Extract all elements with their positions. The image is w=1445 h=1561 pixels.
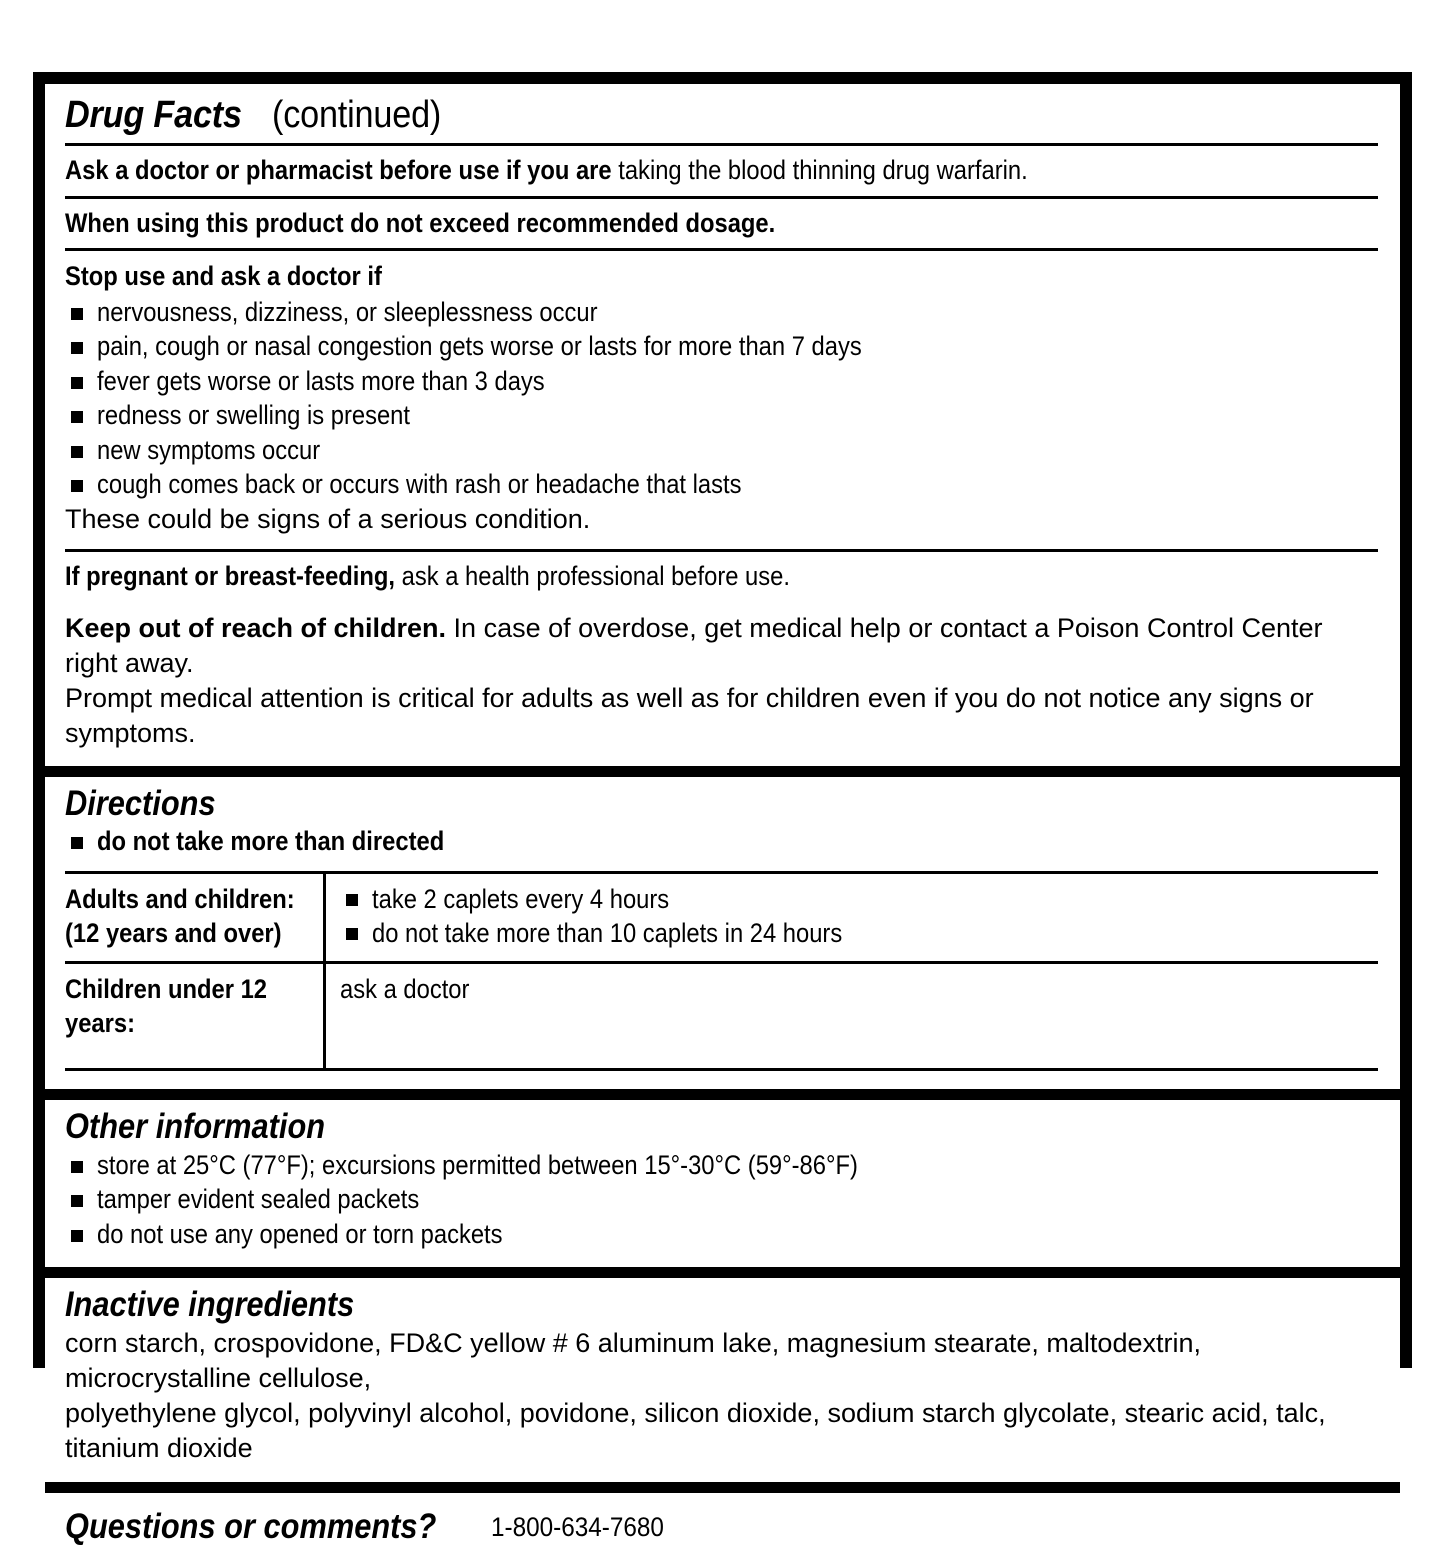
- questions-heading: Questions or comments?: [65, 1507, 437, 1547]
- list-item: tamper evident sealed packets: [65, 1182, 1382, 1217]
- inactive-ingredients-line2: polyethylene glycol, polyvinyl alcohol, povidone, silicon dioxide, sodium starch glycolate, stearic acid, talc, titanium dioxide: [65, 1398, 1326, 1464]
- list-item: take 2 caplets every 4 hours: [340, 882, 1378, 916]
- section-separator: [45, 1482, 1400, 1493]
- page-title-main: Drug Facts: [65, 94, 242, 136]
- list-item: do not take more than directed: [65, 824, 1382, 859]
- other-information-list: [65, 1148, 1382, 1252]
- list-item: store at 25°C (77°F); excursions permitted between 15°-30°C (59°-86°F): [65, 1148, 1382, 1183]
- table-row: [65, 872, 1378, 962]
- drug-facts-label: [33, 72, 1412, 1547]
- list-item: fever gets worse or lasts more than 3 days: [65, 364, 1382, 399]
- inactive-ingredients-body: [45, 1326, 1400, 1482]
- keep-out-rest: In case of overdose, get medical help or contact a Poison Control Center right away.: [65, 613, 1323, 679]
- stop-use-heading: Stop use and ask a doctor if: [65, 261, 382, 292]
- section-separator: [45, 766, 1400, 777]
- questions-panel: [45, 1493, 1400, 1561]
- pregnant-statement: [45, 552, 1400, 602]
- other-information-body: [45, 1148, 1400, 1268]
- dosage-instruction-list: [340, 882, 1378, 950]
- keep-out-line1: [65, 611, 1382, 681]
- list-item: do not take more than 10 caplets in 24 hours: [340, 916, 1378, 950]
- list-item: redness or swelling is present: [65, 398, 1382, 433]
- ask-doctor-pharmacist-rest: taking the blood thinning drug warfarin.: [611, 155, 1028, 185]
- list-item: nervousness, dizziness, or sleeplessness occur: [65, 295, 1382, 330]
- warnings-panel: [45, 84, 1400, 766]
- pregnant-rest: ask a health professional before use.: [395, 560, 790, 591]
- keep-out-line2: Prompt medical attention is critical for adults as well as for children even if you do not notice any signs or symptoms.: [65, 683, 1314, 749]
- list-item: pain, cough or nasal congestion gets worse or lasts for more than 7 days: [65, 329, 1382, 364]
- ask-doctor-pharmacist-bold: Ask a doctor or pharmacist before use if you are: [65, 155, 612, 185]
- inactive-ingredients-line1: corn starch, crospovidone, FD&C yellow # 6 aluminum lake, magnesium stearate, maltodextrin, microcrystalline cellulose,: [65, 1328, 1201, 1394]
- stop-use-tail: These could be signs of a serious condition.: [65, 504, 591, 535]
- questions-phone[interactable]: 1-800-634-7680: [491, 1512, 664, 1543]
- directions-heading: Directions: [65, 783, 216, 823]
- questions-line: [45, 1493, 1400, 1561]
- page-title-suffix: (continued): [271, 94, 441, 136]
- dosage-age-group: Adults and children: (12 years and over): [65, 872, 325, 962]
- dosage-table: [65, 871, 1378, 1071]
- keep-out-bold: Keep out of reach of children.: [65, 613, 447, 644]
- dosage-age-group: Children under 12 years:: [65, 962, 325, 1069]
- when-using-text: When using this product do not exceed recommended dosage.: [65, 207, 776, 238]
- table-row: [65, 962, 1378, 1069]
- directions-note-list: [65, 824, 1382, 859]
- directions-panel: [45, 777, 1400, 1089]
- directions-note: [45, 824, 1400, 861]
- inactive-ingredients-panel: [45, 1278, 1400, 1482]
- section-separator: [45, 1267, 1400, 1278]
- list-item: new symptoms occur: [65, 433, 1382, 468]
- list-item: do not use any opened or torn packets: [65, 1217, 1382, 1252]
- pregnant-bold: If pregnant or breast-feeding,: [65, 560, 396, 591]
- other-information-panel: [45, 1100, 1400, 1267]
- section-separator: [45, 1089, 1400, 1100]
- ask-doctor-pharmacist-statement: [45, 146, 1400, 196]
- other-information-heading: Other information: [65, 1106, 326, 1146]
- page-title: [45, 84, 1400, 143]
- stop-use-list: [65, 295, 1382, 502]
- stop-use-section: [45, 251, 1400, 548]
- dosage-instructions: ask a doctor: [325, 962, 1379, 1069]
- dosage-instructions: [325, 872, 1379, 962]
- inactive-ingredients-heading: Inactive ingredients: [65, 1285, 355, 1325]
- when-using-statement: [45, 199, 1400, 249]
- keep-out-statement: [45, 601, 1400, 765]
- list-item: cough comes back or occurs with rash or headache that lasts: [65, 467, 1382, 502]
